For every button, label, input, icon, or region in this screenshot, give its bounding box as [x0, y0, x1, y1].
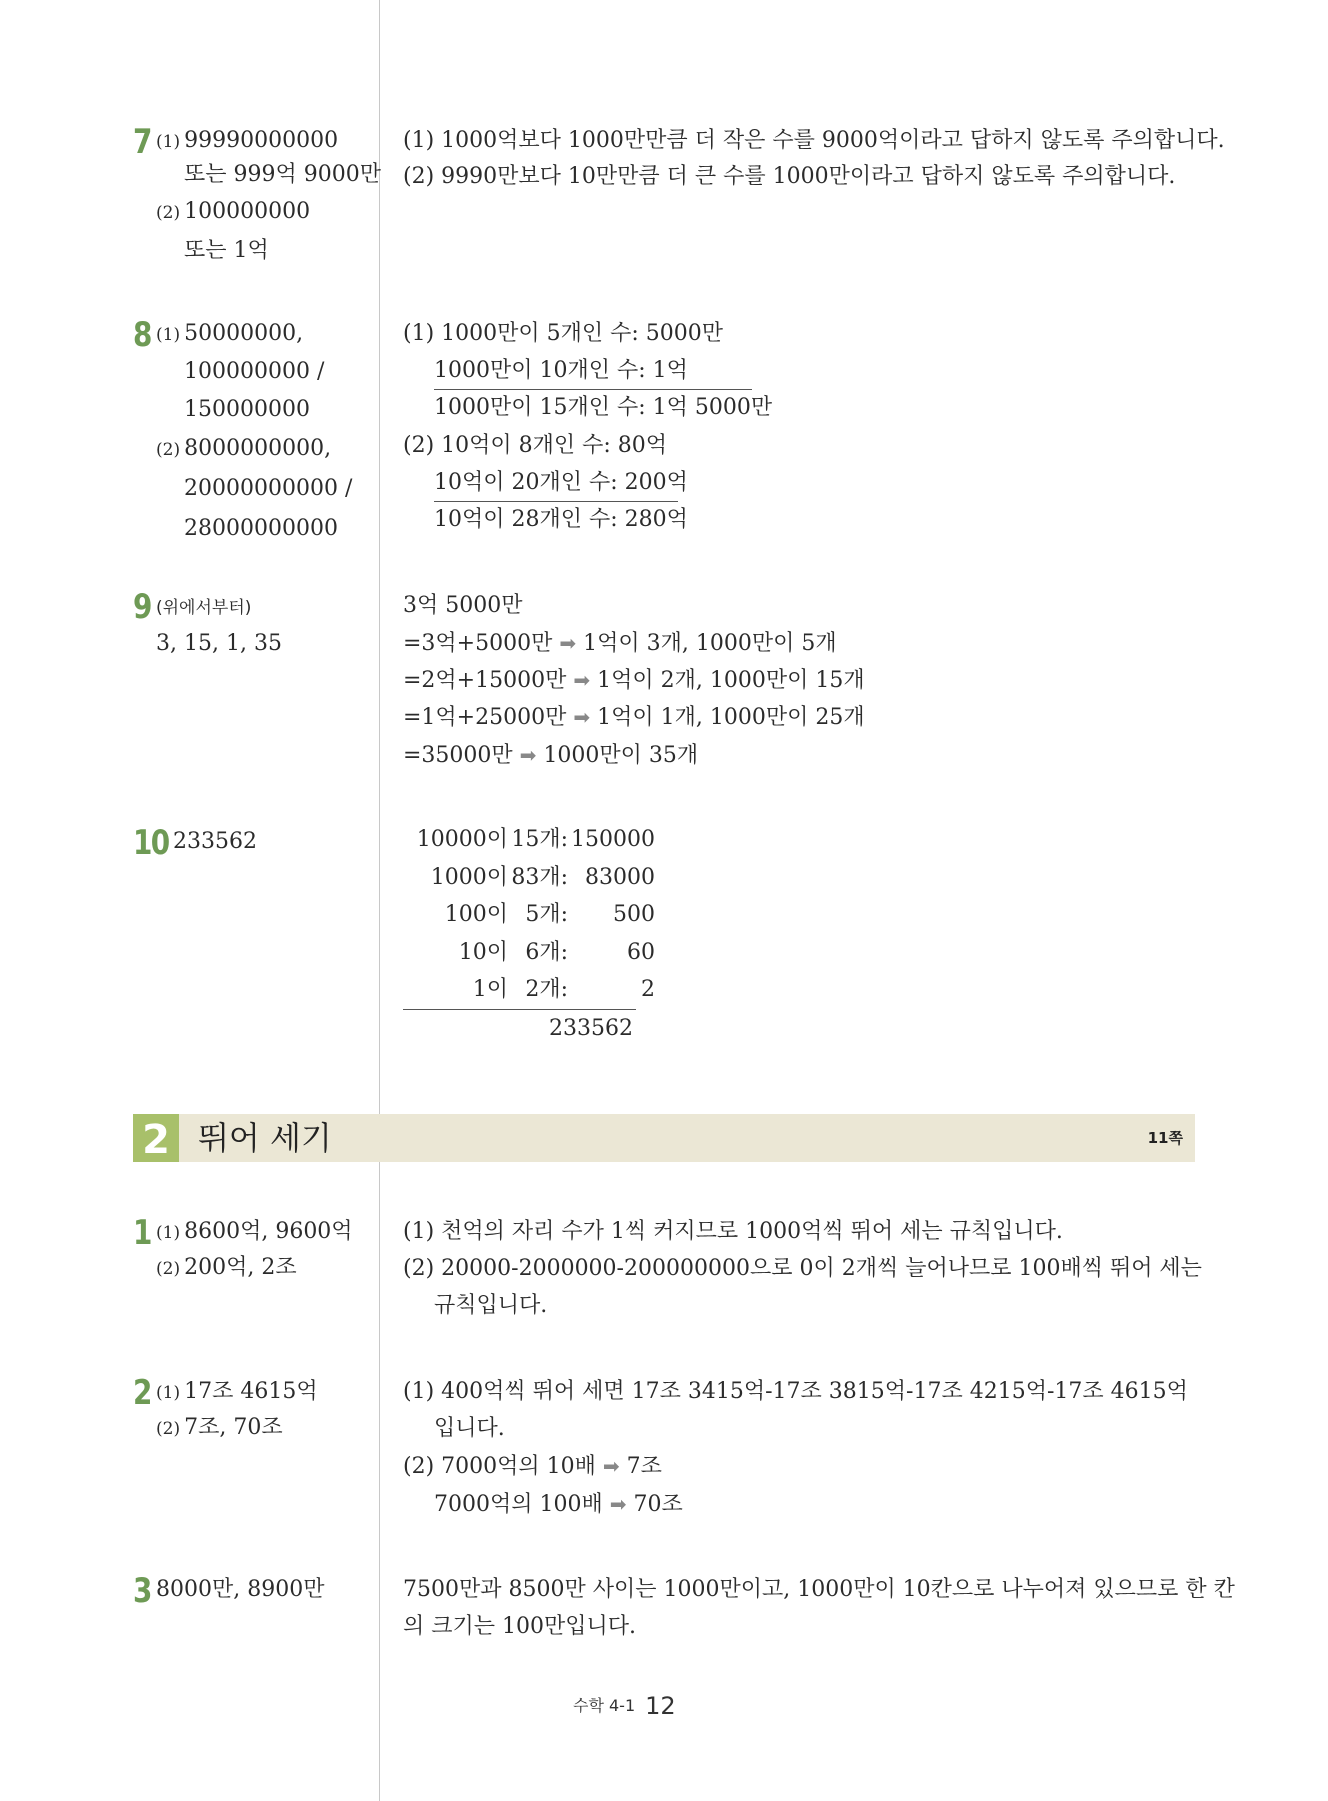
table-row: 10000이 15개: 150000	[416, 827, 655, 852]
explanation-text: 입니다.	[434, 1416, 505, 1441]
explanation-text: (2) 10억이 8개인 수: 80억	[403, 433, 668, 458]
page-footer	[573, 1692, 676, 1720]
answer-note: (위에서부터)	[156, 598, 252, 618]
explanation-text: 1000만이 15개인 수: 1억 5000만	[434, 395, 773, 420]
explanation-text: 1000만이 10개인 수: 1억	[434, 356, 752, 390]
answer-text: 50000000,	[184, 321, 304, 346]
answer-text: 28000000000	[184, 516, 338, 541]
answer-text: 233562	[173, 829, 257, 854]
page-number: 12	[645, 1692, 676, 1720]
answer-text: 또는 1억	[184, 238, 269, 263]
explanation-text: (1) 1000억보다 1000만만큼 더 작은 수를 9000억이라고 답하지 않도록 주의합니다.	[403, 128, 1225, 153]
answer-text: 200억, 2조	[184, 1255, 297, 1280]
right-arrow-icon: ➡	[519, 743, 537, 767]
explanation-text: (2) 9990만보다 10만만큼 더 큰 수를 1000만이라고 답하지 않도록 주의합니다.	[403, 164, 1176, 189]
section-title: 뛰어 세기	[198, 1119, 332, 1157]
column-divider	[379, 0, 380, 1801]
explanation-text: 규칙입니다.	[434, 1293, 548, 1318]
explanation-text: 10억이 20개인 수: 200억	[434, 468, 678, 502]
explanation-text: (2) 20000-2000000-200000000으로 0이 2개씩 늘어나므로 100배씩 뛰어 세는	[403, 1256, 1202, 1281]
answer-text: 99990000000	[184, 128, 339, 153]
problem-number: 8	[133, 315, 151, 355]
explanation-text: (1) 400억씩 뛰어 세면 17조 3415억-17조 3815억-17조 4215억-17조 4615억	[403, 1379, 1188, 1404]
explanation-text: 7500만과 8500만 사이는 1000만이고, 1000만이 10칸으로 나누어져 있으므로 한 칸	[403, 1577, 1235, 1602]
book-label: 수학 4-1	[573, 1696, 636, 1715]
explanation-text: (1) 천억의 자리 수가 1씩 커지므로 1000억씩 뛰어 세는 규칙입니다.	[403, 1219, 1063, 1244]
answer-text: 150000000	[184, 397, 310, 422]
explanation-text: 의 크기는 100만입니다.	[403, 1614, 636, 1639]
answer-text: 100000000 /	[184, 359, 325, 384]
problem-number: 9	[133, 587, 151, 627]
section-number: 2	[133, 1114, 179, 1162]
explanation-text: 3억 5000만	[403, 593, 523, 618]
table-row: 100이 5개: 500	[444, 902, 655, 927]
addition-table	[403, 821, 655, 1047]
right-arrow-icon: ➡	[559, 631, 577, 655]
table-row: 10이 6개: 60	[458, 939, 655, 965]
explanation-text: (1) 1000만이 5개인 수: 5000만	[403, 321, 724, 346]
answer-text: 20000000000 /	[184, 476, 353, 501]
table-sum: 233562	[403, 1009, 636, 1048]
answer-text: 8000000000,	[184, 436, 332, 461]
table-row: 1000이 83개: 83000	[430, 864, 655, 890]
answer-text: 17조 4615억	[184, 1379, 318, 1404]
problem-number: 10	[133, 823, 169, 863]
table-row: 1이 2개: 2	[472, 977, 655, 1002]
answer-text: 8600억, 9600억	[184, 1219, 353, 1244]
problem-number: 2	[133, 1373, 151, 1413]
right-arrow-icon: ➡	[573, 705, 591, 729]
answer-text: 3, 15, 1, 35	[156, 631, 282, 656]
section-page-ref: 11쪽	[1147, 1129, 1183, 1147]
answer-text: 7조, 70조	[184, 1415, 283, 1440]
problem-number: 3	[133, 1571, 151, 1611]
answer-text: 100000000	[184, 199, 311, 224]
problem-number: 7	[133, 122, 151, 162]
answer-text: 8000만, 8900만	[156, 1577, 325, 1602]
answer-text: 또는 999억 9000만	[184, 162, 381, 187]
right-arrow-icon: ➡	[573, 668, 591, 692]
problem-number: 1	[133, 1213, 151, 1253]
explanation-text: 10억이 28개인 수: 280억	[434, 507, 688, 532]
right-arrow-icon: ➡	[609, 1492, 627, 1516]
right-arrow-icon: ➡	[602, 1454, 620, 1478]
